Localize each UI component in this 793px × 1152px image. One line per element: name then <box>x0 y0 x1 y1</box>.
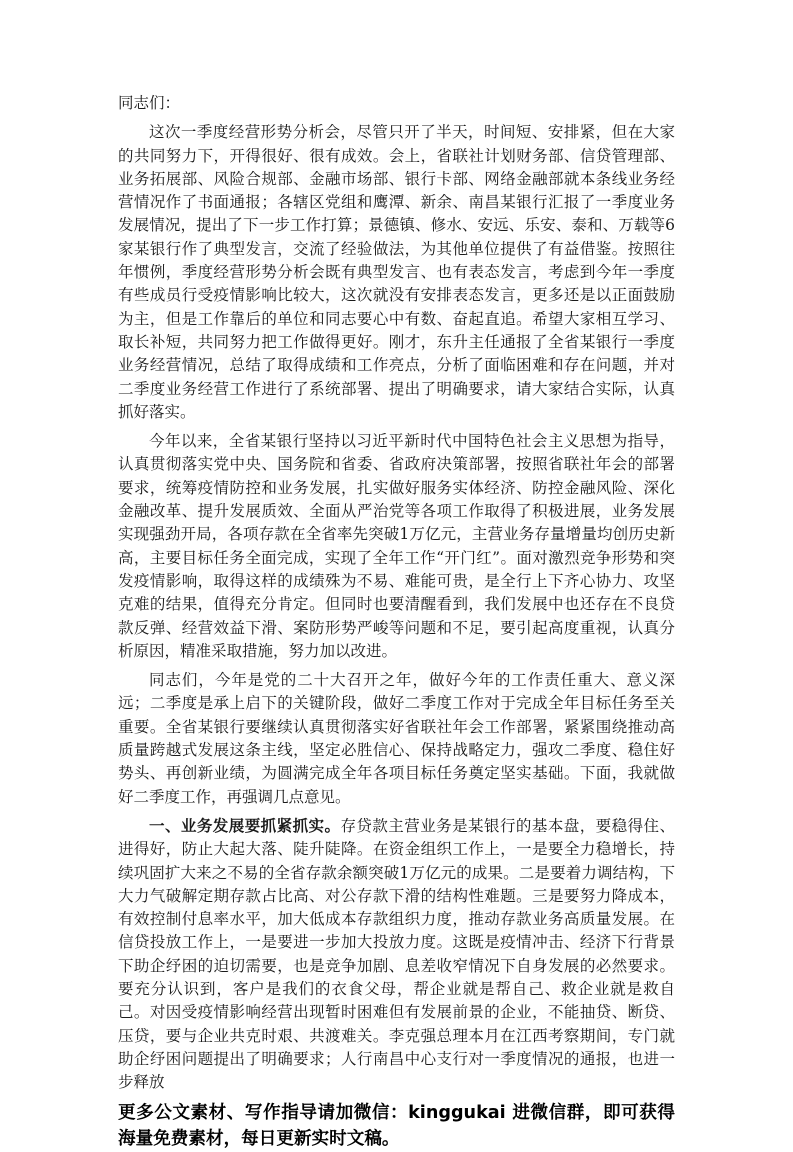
promo-banner-text: 更多公文素材、写作指导请加微信：kinggukai 进微信群，即可获得海量免费素材，每日更新实时文稿。 <box>118 1103 675 1150</box>
section-heading-1: 一、业务发展要抓紧抓实。 <box>149 816 341 835</box>
paragraph-3: 同志们，今年是党的二十大召开之年，做好今年的工作责任重大、意义深远；二季度是承上启下的关键阶段，做好二季度工作对于完成全年目标任务至关重要。全省某银行要继续认真贯彻落实好省联社年会工作部署，紧紧围绕推动高质量跨越式发展这条主线，坚定必胜信心、保持战略定力，强攻二季度、稳住好势头、再创新业绩，为圆满完成全年各项目标任务奠定坚实基础。下面，我就做好二季度工作，再强调几点意见。 <box>118 671 675 806</box>
paragraph-4 <box>118 815 675 1095</box>
paragraph-4-body: 存贷款主营业务是某银行的基本盘，要稳得住、进得好，防止大起大落、陡升陡降。在资金组织工作上，一是要全力稳增长，持续巩固扩大来之不易的全省存款余额突破1万亿元的成果。二是要着力调结构，下大力气破解定期存款占比高、对公存款下滑的结构性难题。三是要努力降成本，有效控制付息率水平，加大低成本存款组织力度，推动存款业务高质量发展。在信贷投放工作上，一是要进一步加大投放力度。这既是疫情冲击、经济下行背景下助企纾困的迫切需要，也是竞争加剧、息差收窄情况下自身发展的必然要求。要充分认识到，客户是我们的衣食父母，帮企业就是帮自己、救企业就是救自己。对因受疫情影响经营出现暂时困难但有发展前景的企业，不能抽贷、断贷、压贷，要与企业共克时艰、共渡难关。李克强总理本月在江西考察期间，专门就助企纾困问题提出了明确要求；人行南昌中心支行对一季度情况的通报，也进一步释放 <box>118 816 675 1092</box>
paragraph-2: 今年以来，全省某银行坚持以习近平新时代中国特色社会主义思想为指导，认真贯彻落实党中央、国务院和省委、省政府决策部署，按照省联社年会的部署要求，统筹疫情防控和业务发展，扎实做好服务实体经济、防控金融风险、深化金融改革、提升发展质效、全面从严治党等各项工作取得了积极进展，业务发展实现强劲开局，各项存款在全省率先突破1万亿元，主营业务存量增量均创历史新高，主要目标任务全面完成，实现了全年工作“开门红”。面对激烈竞争形势和突发疫情影响，取得这样的成绩殊为不易、难能可贵，是全行上下齐心协力、攻坚克难的结果，值得充分肯定。但同时也要清醒看到，我们发展中也还存在不良贷款反弹、经营效益下滑、案防形势严峻等问题和不足，要引起高度重视，认真分析原因，精准采取措施，努力加以改进。 <box>118 432 675 660</box>
salutation: 同志们： <box>118 94 181 112</box>
paragraph-1: 这次一季度经营形势分析会，尽管只开了半天，时间短、安排紧，但在大家的共同努力下，开得很好、很有成效。会上，省联社计划财务部、信贷管理部、业务拓展部、风险合规部、金融市场部、银行卡部、网络金融部就本条线业务经营情况作了书面通报；各辖区党组和鹰潭、新余、南昌某银行汇报了一季度业务发展情况，提出了下一步工作打算；景德镇、修水、安远、乐安、泰和、万载等6家某银行作了典型发言，交流了经验做法，为其他单位提供了有益借鉴。按照往年惯例，季度经营形势分析会既有典型发言、也有表态发言，考虑到今年一季度有些成员行受疫情影响比较大，这次就没有安排表态发言，更多还是以正面鼓励为主，但是工作靠后的单位和同志要心中有数、奋起直追。希望大家相互学习、取长补短，共同努力把工作做得更好。刚才，东升主任通报了全省某银行一季度业务经营情况，总结了取得成绩和工作亮点，分析了面临困难和存在问题，并对二季度业务经营工作进行了系统部署、提出了明确要求，请大家结合实际，认真抓好落实。 <box>118 123 675 421</box>
